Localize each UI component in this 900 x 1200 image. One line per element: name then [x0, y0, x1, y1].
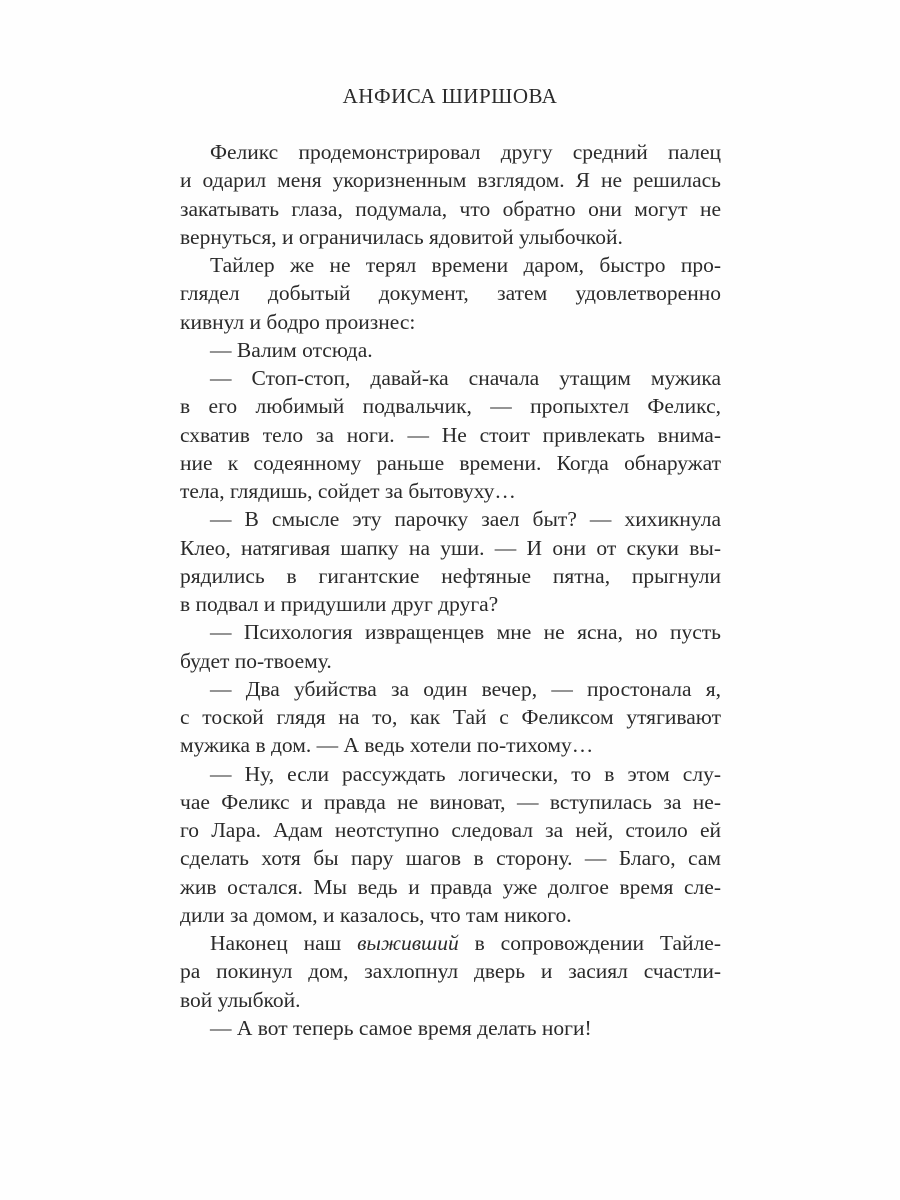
text-line: мужика в дом. — А ведь хотели по-тихому…: [180, 733, 594, 758]
text-run: в сопровождении Тайле-: [458, 931, 721, 955]
text-line: кивнул и бодро произнес:: [180, 309, 416, 334]
text-line: Феликс продемонстрировал другу средний палец: [210, 140, 721, 164]
text-line: — Валим отсюда.: [210, 337, 373, 362]
text-line: чае Феликс и правда не виноват, — вступилась за не-: [180, 789, 721, 814]
text-line: в подвал и придушили друг друга?: [180, 592, 499, 616]
text-line: тела, глядишь, сойдет за бытовуху…: [180, 479, 516, 503]
running-head-author: АНФИСА ШИРШОВА: [342, 84, 558, 108]
text-line: ра покинул дом, захлопнул дверь и засиял счастли-: [180, 959, 721, 984]
text-line: дили за домом, и казалось, что там никого.: [180, 902, 572, 927]
text-line: глядел добытый документ, затем удовлетворенно: [180, 281, 721, 306]
text-line: — Два убийства за один вечер, — простонала я,: [210, 676, 721, 701]
text-line: вой улыбкой.: [180, 987, 301, 1012]
text-line: — Стоп-стоп, давай-ка сначала утащим мужика: [210, 366, 721, 390]
italic-text-run: выживший: [357, 931, 459, 955]
text-line: рядились в гигантские нефтяные пятна, прыгнули: [180, 563, 721, 588]
text-line: вернуться, и ограничилась ядовитой улыбочкой.: [180, 224, 623, 249]
text-line: схватив тело за ноги. — Не стоит привлекать внима-: [180, 422, 721, 447]
text-run: Наконец наш: [210, 931, 358, 955]
text-line: с тоской глядя на то, как Тай с Феликсом утягивают: [180, 705, 721, 729]
text-line: ние к содеянному раньше времени. Когда обнаружат: [180, 450, 721, 475]
text-line: — А вот теперь самое время делать ноги!: [210, 1015, 592, 1040]
text-line: Клео, натягивая шапку на уши. — И они от скуки вы-: [180, 535, 721, 560]
text-line: Тайлер же не терял времени даром, быстро про-: [210, 253, 721, 277]
text-line: [180, 929, 721, 957]
text-line: го Лара. Адам неотступно следовал за ней, стоило ей: [180, 818, 721, 842]
body-text: [180, 138, 721, 1042]
text-line: будет по-твоему.: [180, 648, 332, 673]
text-line: закатывать глаза, подумала, что обратно они могут не: [180, 196, 721, 221]
text-line: жив остался. Мы ведь и правда уже долгое время сле-: [180, 874, 721, 899]
text-line: — В смысле эту парочку заел быт? — хихикнула: [210, 507, 721, 532]
text-line: сделать хотя бы пару шагов в сторону. — Благо, сам: [180, 846, 721, 871]
text-line: — Психология извращенцев мне не ясна, но пусть: [210, 620, 721, 645]
text-line: и одарил меня укоризненным взглядом. Я не решилась: [180, 168, 721, 193]
text-line: в его любимый подвальчик, — пропыхтел Феликс,: [180, 394, 721, 419]
text-line: — Ну, если рассуждать логически, то в этом слу-: [210, 761, 721, 786]
